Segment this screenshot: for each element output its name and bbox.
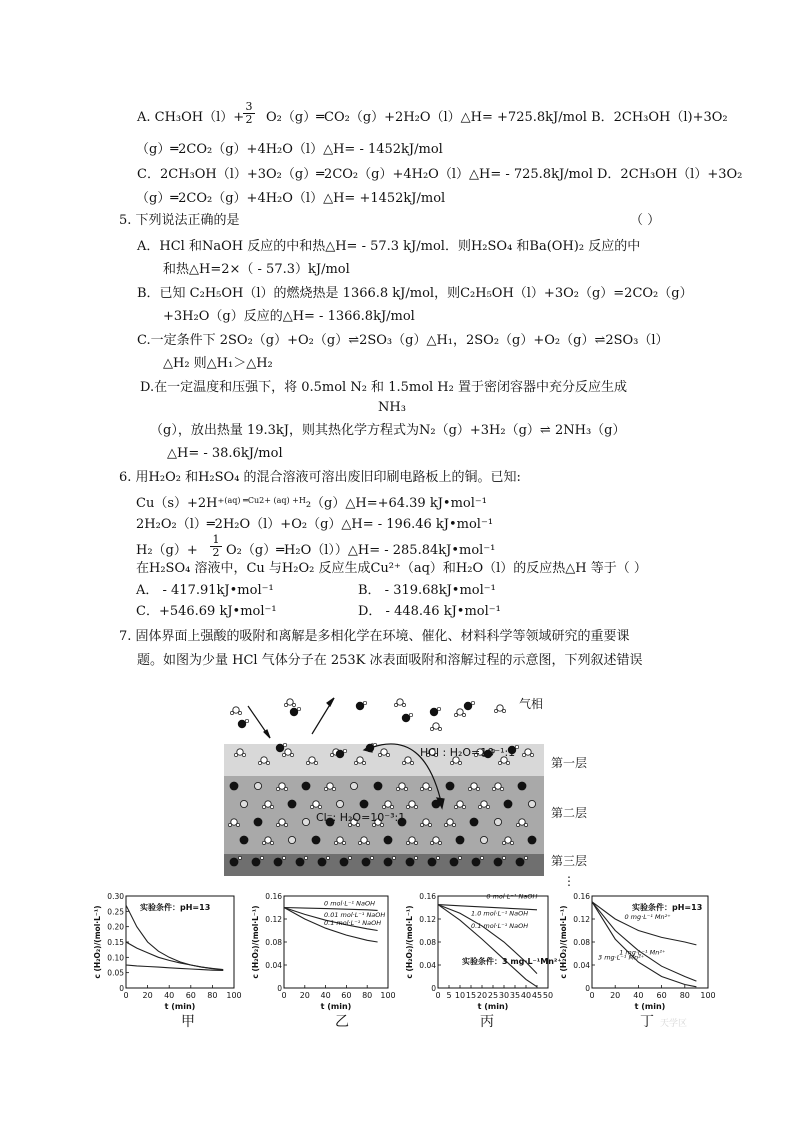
chart-1-series-1-label: 0.01 mol·L⁻¹ NaOH xyxy=(324,911,386,920)
q6-option-c: C．+546.69 kJ•mol⁻¹ xyxy=(136,604,277,619)
ice-h-atom xyxy=(260,856,263,859)
hcl-molecule xyxy=(276,744,284,752)
q4-option-a-rest: O₂（g）═CO₂（g）+2H₂O（l）△H= +725.8kJ/mol B．2CH₃OH（l)+3O₂ xyxy=(266,110,728,125)
chart-1-ytick-label: 0.08 xyxy=(265,938,282,947)
hcl-molecule xyxy=(430,708,438,716)
chart-2-xtick-label: 20 xyxy=(476,991,488,1000)
chart-3-xtick-label: 80 xyxy=(679,991,690,1000)
water-h-atom xyxy=(262,805,265,808)
chart-0-xtick-label: 20 xyxy=(142,991,153,1000)
hcl-molecule xyxy=(238,720,246,728)
chart-3-ylabel: c (H₂O₂)/(mol·L⁻¹) xyxy=(559,905,568,979)
chart-0-series-0 xyxy=(126,905,223,969)
chart-0-xlabel: t (min) xyxy=(164,1002,196,1011)
water-h-atom xyxy=(334,841,337,844)
chart-2-series-1-label: 1.0 mol·L⁻¹ NaOH xyxy=(471,909,529,918)
chart-0-xtick-label: 0 xyxy=(123,991,129,1000)
chart-1-series-0-label: 0 mol·L⁻¹ NaOH xyxy=(324,899,375,908)
chart-0-ytick-label: 0.05 xyxy=(107,968,124,978)
water-h-atom xyxy=(270,841,273,844)
water-h-atom xyxy=(390,805,393,808)
water-h-atom xyxy=(414,805,417,808)
chart-1-xlabel: t (min) xyxy=(320,1002,352,1011)
chart-1-ytick-label: 0 xyxy=(277,984,282,993)
chart-2-ytick-label: 0.16 xyxy=(419,892,436,901)
chloride-ion xyxy=(504,800,513,809)
chart-3-xtick-label: 40 xyxy=(633,991,644,1000)
water-h-atom xyxy=(238,711,241,714)
q5-option-c-1: C.一定条件下 2SO₂（g）+O₂（g）⇌2SO₃（g）△H₁，2SO₂（g）+O₂（g）⇌2SO₃（l） xyxy=(137,333,669,348)
water-h-atom xyxy=(468,787,471,790)
ice-h-atom xyxy=(392,856,395,859)
water-h-atom xyxy=(324,787,327,790)
ice-h-atom xyxy=(458,856,461,859)
chart-2-xtick-label: 0 xyxy=(435,991,441,1000)
water-h-atom xyxy=(258,761,261,764)
chart-0-xtick-label: 60 xyxy=(185,991,196,1000)
water-h-atom xyxy=(358,841,361,844)
q4-option-c: C．2CH₃OH（l）+3O₂（g）═2CO₂（g）+4H₂O（l）△H= - 725.8kJ/mol D．2CH₃OH（l）+3O₂ xyxy=(137,167,743,182)
chart-label-bing: 丙 xyxy=(480,1014,494,1030)
chart-2-ytick-label: 0.12 xyxy=(419,915,436,924)
water-h-atom xyxy=(330,753,333,756)
water-h-atom xyxy=(516,823,519,826)
chloride-ion xyxy=(302,782,311,791)
water-h-atom xyxy=(366,841,369,844)
ice-h-atom xyxy=(326,856,329,859)
chart-3-annotation: 实验条件：pH=13 xyxy=(632,903,703,912)
chart-1-ytick-label: 0.16 xyxy=(265,892,282,901)
layer-1-label: 第一层 xyxy=(551,756,588,770)
chart-0-annotation: 实验条件：pH=13 xyxy=(140,903,211,912)
chloride-ion xyxy=(470,818,479,827)
chart-0-xtick-label: 80 xyxy=(207,991,218,1000)
water-h-atom xyxy=(450,761,453,764)
chloride-ion xyxy=(516,858,525,867)
q6-fraction: $\frac{1}{2}$ xyxy=(210,534,222,559)
layer-2-label: 第二层 xyxy=(551,806,588,820)
water-h-atom xyxy=(310,805,313,808)
ice-h-atom xyxy=(370,856,373,859)
water-h-atom xyxy=(402,761,405,764)
q5-bracket: （ ） xyxy=(630,213,661,228)
chart-1-xtick-label: 80 xyxy=(362,991,373,1000)
chart-3-ytick-label: 0.04 xyxy=(573,961,590,970)
chloride-ion xyxy=(360,800,369,809)
water-h-atom xyxy=(454,805,457,808)
hcl-molecule xyxy=(356,702,364,710)
q4-option-a: A. CH₃OH（l）+ xyxy=(137,110,245,125)
chloride-ion xyxy=(374,782,383,791)
water-h-atom xyxy=(234,753,237,756)
chart-0-ytick-label: 0.25 xyxy=(107,907,124,917)
water-h-atom xyxy=(386,753,389,756)
chart-label-jia: 甲 xyxy=(181,1014,195,1030)
water-h-atom xyxy=(502,841,505,844)
chloride-ion xyxy=(340,858,349,867)
hcl-h-atom xyxy=(471,701,474,704)
water-h-atom xyxy=(396,787,399,790)
q6-stem: 6. 用H₂O₂ 和H₂SO₄ 的混合溶液可溶出废旧印刷电路板上的铜。已知: xyxy=(119,470,521,485)
q5-option-c-2: △H₂ 则△H₁＞△H₂ xyxy=(163,356,273,371)
hydronium-ion xyxy=(254,782,261,789)
hcl-molecule xyxy=(464,702,472,710)
hcl-h-atom xyxy=(297,707,300,710)
hcl-h-atom xyxy=(437,707,440,710)
chart-2-ytick-label: 0.04 xyxy=(419,961,436,970)
water-h-atom xyxy=(498,761,501,764)
ice-h-atom xyxy=(436,856,439,859)
chart-0-ytick-label: 0.10 xyxy=(107,953,124,963)
water-h-atom xyxy=(454,713,457,716)
ice-h-atom xyxy=(348,856,351,859)
chloride-ion xyxy=(446,782,455,791)
chart-1-xtick-label: 100 xyxy=(380,991,396,1000)
water-h-atom xyxy=(462,805,465,808)
q7-line-2: 题。如图为少量 HCl 气体分子在 253K 冰表面吸附和溶解过程的示意图，下列叙述错误 xyxy=(137,653,643,668)
ice-h-atom xyxy=(282,856,285,859)
water-h-atom xyxy=(270,805,273,808)
chart-1-xtick-label: 40 xyxy=(320,991,331,1000)
chloride-ion xyxy=(518,782,527,791)
water-h-atom xyxy=(522,753,525,756)
ice-h-atom xyxy=(414,856,417,859)
water-h-atom xyxy=(284,787,287,790)
chloride-ion xyxy=(362,858,371,867)
chart-label-ding: 丁 xyxy=(640,1014,654,1030)
water-h-atom xyxy=(342,841,345,844)
water-h-atom xyxy=(292,703,295,706)
q6-equation-3-rest: O₂（g）═H₂O（l））△H= - 285.84kJ•mol⁻¹ xyxy=(226,543,496,558)
water-h-atom xyxy=(530,753,533,756)
chloride-ion xyxy=(472,858,481,867)
chart-2-xlabel: t (min) xyxy=(477,1002,509,1011)
ice-h-atom xyxy=(524,856,527,859)
water-h-atom xyxy=(500,787,503,790)
water-h-atom xyxy=(420,823,423,826)
water-h-atom xyxy=(438,841,441,844)
water-h-atom xyxy=(290,753,293,756)
water-h-atom xyxy=(524,823,527,826)
water-h-atom xyxy=(262,841,265,844)
chart-2-xtick-label: 25 xyxy=(487,991,499,1000)
chart-2-annotation: 实验条件：3 mg·L⁻¹Mn²⁺ xyxy=(462,957,562,966)
chloride-ion xyxy=(384,858,393,867)
ice-h-atom xyxy=(480,856,483,859)
water-h-atom xyxy=(276,787,279,790)
q5-option-d-1b: NH₃ xyxy=(378,400,406,415)
water-h-atom xyxy=(430,727,433,730)
chloride-ion xyxy=(254,818,263,827)
water-h-atom xyxy=(266,761,269,764)
water-h-atom xyxy=(492,787,495,790)
water-h-atom xyxy=(428,787,431,790)
hcl-molecule xyxy=(336,750,344,758)
chart-1-xtick-label: 20 xyxy=(299,991,310,1000)
water-h-atom xyxy=(284,823,287,826)
ice-adsorption-diagram xyxy=(220,688,600,888)
water-h-atom xyxy=(406,841,409,844)
water-h-atom xyxy=(354,761,357,764)
water-h-atom xyxy=(502,709,505,712)
chloride-ion xyxy=(230,782,239,791)
ratio-label-1: HCl : H₂O=10⁻¹:1 xyxy=(420,746,516,759)
water-h-atom xyxy=(444,823,447,826)
water-h-atom xyxy=(476,787,479,790)
water-h-atom xyxy=(284,703,287,706)
q7-line-1: 7. 固体界面上强酸的吸附和离解是多相化学在环境、催化、材料科学等领域研究的重要课 xyxy=(119,629,630,644)
chart-3-xtick-label: 100 xyxy=(700,991,716,1000)
q6-option-a: A． - 417.91kJ•mol⁻¹ xyxy=(136,583,274,598)
chloride-ion xyxy=(494,858,503,867)
hcl-h-atom xyxy=(343,749,346,752)
chart-3-ytick-label: 0.08 xyxy=(573,938,590,947)
water-h-atom xyxy=(414,841,417,844)
chloride-ion xyxy=(456,836,465,845)
hcl-h-atom xyxy=(515,745,518,748)
q6-equation-1: Cu（s）+2H⁺$^{(aq) ═Cu2+ (aq) +H}$₂（g）△H=+64.39 kJ•mol⁻¹ xyxy=(136,496,487,511)
water-h-atom xyxy=(402,703,405,706)
chart-3-xtick-label: 0 xyxy=(589,991,595,1000)
chart-1-ytick-label: 0.12 xyxy=(265,915,282,924)
chart-1-series-2-label: 0.1 mol·L⁻¹ NaOH xyxy=(324,919,382,928)
hydronium-ion xyxy=(336,800,343,807)
chart-2-series-2-label: 0.1 mol·L⁻¹ NaOH xyxy=(471,922,529,931)
hydronium-ion xyxy=(350,782,357,789)
chart-0-xtick-label: 40 xyxy=(164,991,175,1000)
water-h-atom xyxy=(236,823,239,826)
water-h-atom xyxy=(382,805,385,808)
q6-option-d: D． - 448.46 kJ•mol⁻¹ xyxy=(358,604,501,619)
chloride-ion xyxy=(240,836,249,845)
water-h-atom xyxy=(282,753,285,756)
chart-2-xtick-label: 45 xyxy=(531,991,543,1000)
chloride-ion xyxy=(450,858,459,867)
incoming-arrow-head xyxy=(264,730,270,738)
ratio-label-2: Cl⁻: H₂O=10⁻³:1 xyxy=(316,811,406,824)
chart-3-series-1-label: 1 mg·L⁻¹ Mn²⁺ xyxy=(619,948,666,957)
hydronium-ion xyxy=(494,818,501,825)
water-h-atom xyxy=(428,823,431,826)
hcl-h-atom xyxy=(363,701,366,704)
q6-option-b: B． - 319.68kJ•mol⁻¹ xyxy=(358,583,496,598)
hcl-molecule xyxy=(290,708,298,716)
chloride-ion xyxy=(528,836,537,845)
chart-0-ytick-label: 0 xyxy=(119,984,124,993)
chart-0-ytick-label: 0.30 xyxy=(107,892,124,901)
chart-3-xtick-label: 60 xyxy=(656,991,667,1000)
chloride-ion xyxy=(230,858,239,867)
water-h-atom xyxy=(506,761,509,764)
chloride-ion xyxy=(312,836,321,845)
hcl-h-atom xyxy=(245,719,248,722)
chart-1-xtick-label: 60 xyxy=(341,991,352,1000)
q5-option-a-2: 和热△H=2×（ - 57.3）kJ/mol xyxy=(163,262,350,277)
chloride-ion xyxy=(384,836,393,845)
chart-3-xlabel: t (min) xyxy=(634,1002,666,1011)
ice-h-atom xyxy=(238,856,241,859)
chloride-ion xyxy=(318,858,327,867)
q4-fraction: $\frac{3}{2}$ xyxy=(243,101,255,126)
q5-option-d-2: （g），放出热量 19.3kJ，则其热化学方程式为N₂（g）+3H₂（g）⇌ 2NH₃（g） xyxy=(150,423,626,438)
chart-3-ytick-label: 0.12 xyxy=(573,915,590,924)
q5-option-d-1: D.在一定温度和压强下，将 0.5mol N₂ 和 1.5mol H₂ 置于密闭容器中充分反应生成 xyxy=(140,380,627,395)
chart-label-yi: 乙 xyxy=(335,1014,349,1030)
q6-question: 在H₂SO₄ 溶液中，Cu 与H₂O₂ 反应生成Cu²⁺（aq）和H₂O（l）的反应热△H 等于（ ） xyxy=(136,561,647,576)
chart-1-series-0 xyxy=(284,908,378,911)
chart-2-xtick-label: 10 xyxy=(454,991,466,1000)
water-h-atom xyxy=(510,841,513,844)
chart-1-xtick-label: 0 xyxy=(281,991,287,1000)
water-h-atom xyxy=(458,761,461,764)
q5-option-b-2: +3H₂O（g）反应的△H= - 1366.8kJ/mol xyxy=(163,309,415,324)
chloride-ion xyxy=(252,858,261,867)
hydronium-ion xyxy=(302,818,309,825)
water-h-atom xyxy=(318,805,321,808)
chloride-ion xyxy=(406,858,415,867)
water-h-atom xyxy=(486,805,489,808)
q5-option-b-1: B．已知 C₂H₅OH（l）的燃烧热是 1366.8 kJ/mol，则C₂H₅OH（l）+3O₂（g）=2CO₂（g） xyxy=(137,286,693,301)
chloride-ion xyxy=(288,800,297,809)
q4-option-d: （g）═2CO₂（g）+4H₂O（l）△H= +1452kJ/mol xyxy=(136,191,446,206)
chart-1-ylabel: c (H₂O₂)/(mol·L⁻¹) xyxy=(251,905,260,979)
water-h-atom xyxy=(478,805,481,808)
hydronium-ion xyxy=(240,800,247,807)
chart-2-ytick-label: 0.08 xyxy=(419,938,436,947)
water-h-atom xyxy=(462,713,465,716)
chart-3-ytick-label: 0 xyxy=(585,984,590,993)
chloride-ion xyxy=(428,858,437,867)
q6-equation-3: H₂（g）+ xyxy=(136,543,198,558)
water-h-atom xyxy=(394,703,397,706)
ice-h-atom xyxy=(304,856,307,859)
layer-3-label: 第三层 xyxy=(551,854,588,868)
q6-equation-2: 2H₂O₂（l）═2H₂O（l）+O₂（g）△H= - 196.46 kJ•mol⁻¹ xyxy=(136,517,494,532)
chloride-ion xyxy=(274,858,283,867)
hydronium-ion xyxy=(288,836,295,843)
water-h-atom xyxy=(362,761,365,764)
ice-h-atom xyxy=(502,856,505,859)
chart-3-series-0-label: 0 mg·L⁻¹ Mn²⁺ xyxy=(624,913,671,921)
chart-2-ylabel: c (H₂O₂)/(mol·L⁻¹) xyxy=(405,905,414,979)
chart-0-ytick-label: 0.15 xyxy=(107,938,124,947)
chart-2-xtick-label: 5 xyxy=(446,991,452,1000)
chart-2-xtick-label: 35 xyxy=(509,991,521,1000)
hcl-h-atom xyxy=(283,743,286,746)
chart-3-ytick-label: 0.16 xyxy=(573,892,590,901)
gas-phase-label: 气相 xyxy=(519,697,544,711)
ellipsis: ⋮ xyxy=(563,874,575,888)
water-h-atom xyxy=(276,823,279,826)
q5-option-a-1: A．HCl 和NaOH 反应的中和热△H= - 57.3 kJ/mol．则H₂SO₄ 和Ba(OH)₂ 反应的中 xyxy=(137,239,641,254)
q4-option-b: （g）═2CO₂（g）+4H₂O（l）△H= - 1452kJ/mol xyxy=(136,142,443,157)
chart-0-ytick-label: 0.20 xyxy=(107,922,124,932)
water-h-atom xyxy=(420,787,423,790)
water-h-atom xyxy=(378,753,381,756)
water-h-atom xyxy=(332,787,335,790)
q5-stem: 5. 下列说法正确的是 xyxy=(119,213,240,228)
water-h-atom xyxy=(242,753,245,756)
hcl-h-atom xyxy=(409,713,412,716)
chart-1-ytick-label: 0.04 xyxy=(265,961,282,970)
water-h-atom xyxy=(410,761,413,764)
water-h-atom xyxy=(228,823,231,826)
chart-3-xtick-label: 20 xyxy=(610,991,621,1000)
water-h-atom xyxy=(406,805,409,808)
water-h-atom xyxy=(314,761,317,764)
chart-2-series-0-label: 0 mol·L⁻¹ NaOH xyxy=(486,892,538,901)
hydronium-ion xyxy=(528,800,535,807)
water-h-atom xyxy=(452,823,455,826)
water-h-atom xyxy=(306,761,309,764)
water-h-atom xyxy=(430,841,433,844)
chart-2-xtick-label: 40 xyxy=(520,991,532,1000)
chart-3-series-2-label: 3 mg·L⁻¹ Mn²⁺ xyxy=(598,953,645,962)
hydronium-ion xyxy=(480,836,487,843)
outgoing-arrow-head xyxy=(327,698,334,706)
chart-2-ytick-label: 0 xyxy=(431,984,436,993)
chloride-ion xyxy=(296,858,305,867)
chart-2-xtick-label: 15 xyxy=(465,991,477,1000)
q5-option-d-3: △H= - 38.6kJ/mol xyxy=(167,446,283,461)
chart-0-xtick-label: 100 xyxy=(226,991,242,1000)
hcl-molecule xyxy=(402,714,410,722)
watermark: 天学区 xyxy=(660,1019,688,1029)
water-h-atom xyxy=(494,709,497,712)
chart-2-xtick-label: 50 xyxy=(542,991,554,1000)
water-h-atom xyxy=(230,711,233,714)
water-h-atom xyxy=(438,727,441,730)
chart-0-ylabel: c (H₂O₂)/(mol·L⁻¹) xyxy=(93,905,102,979)
water-h-atom xyxy=(404,787,407,790)
chart-2-xtick-label: 30 xyxy=(498,991,510,1000)
